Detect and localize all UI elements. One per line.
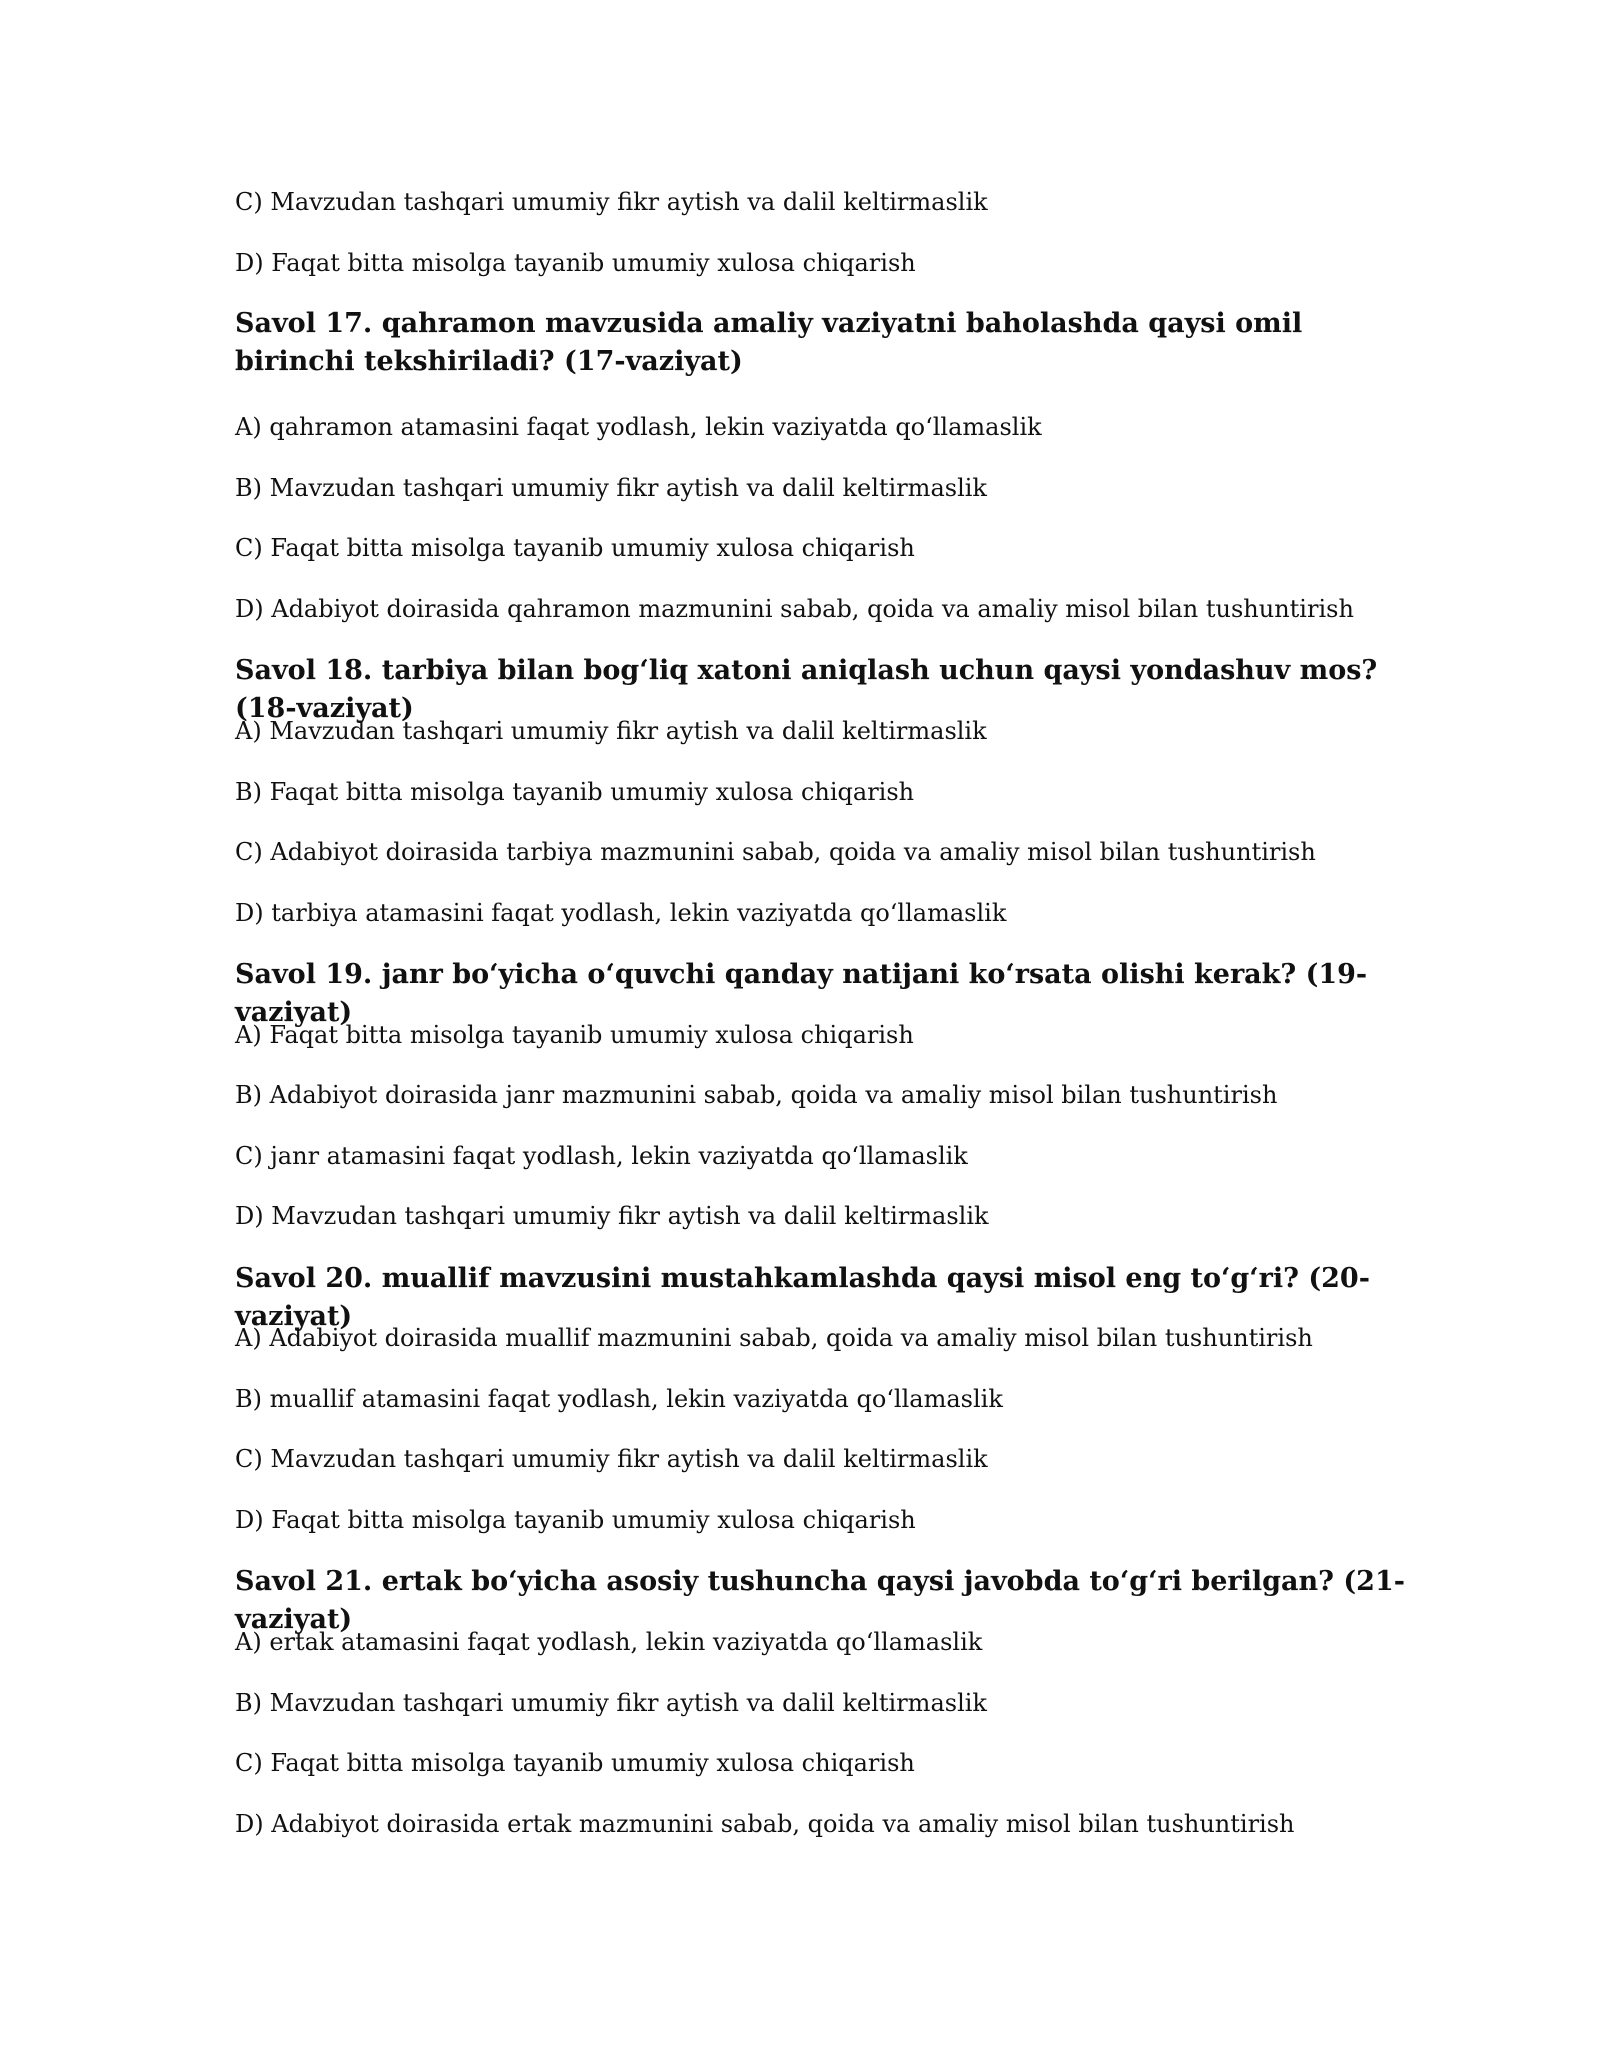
option-lead-c: C) Mavzudan tashqari umumiy fikr aytish va dalil keltirmaslik xyxy=(235,188,988,216)
option-lead-d: D) Faqat bitta misolga tayanib umumiy xulosa chiqarish xyxy=(235,249,916,277)
question-18-option-d: D) tarbiya atamasini faqat yodlash, lekin vaziyatda qo‘llamaslik xyxy=(235,899,1007,927)
question-17-option-b: B) Mavzudan tashqari umumiy fikr aytish va dalil keltirmaslik xyxy=(235,474,987,502)
question-20-option-c: C) Mavzudan tashqari umumiy fikr aytish va dalil keltirmaslik xyxy=(235,1445,988,1473)
question-19-option-c: C) janr atamasini faqat yodlash, lekin vaziyatda qo‘llamaslik xyxy=(235,1142,968,1170)
question-20-option-a: A) Adabiyot doirasida muallif mazmunini sabab, qoida va amaliy misol bilan tushuntirish xyxy=(235,1324,1313,1352)
question-21-option-d: D) Adabiyot doirasida ertak mazmunini sabab, qoida va amaliy misol bilan tushuntirish xyxy=(235,1810,1295,1838)
question-17-option-a: A) qahramon atamasini faqat yodlash, lekin vaziyatda qo‘llamaslik xyxy=(235,413,1042,441)
question-20-title: Savol 20. muallif mavzusini mustahkamlashda qaysi misol eng to‘g‘ri? (20-vaziyat) xyxy=(235,1263,1370,1332)
question-19-title: Savol 19. janr bo‘yicha o‘quvchi qanday natijani ko‘rsata olishi kerak? (19-vaziyat) xyxy=(235,959,1368,1028)
question-17-title: Savol 17. qahramon mavzusida amaliy vaziyatni baholashda qaysi omil birinchi tekshiriladi? (17-vaziyat) xyxy=(235,308,1303,377)
question-19-option-a: A) Faqat bitta misolga tayanib umumiy xulosa chiqarish xyxy=(235,1021,914,1049)
question-19-option-d: D) Mavzudan tashqari umumiy fikr aytish va dalil keltirmaslik xyxy=(235,1202,989,1230)
question-17-option-c: C) Faqat bitta misolga tayanib umumiy xulosa chiqarish xyxy=(235,534,915,562)
question-21-title: Savol 21. ertak bo‘yicha asosiy tushuncha qaysi javobda to‘g‘ri berilgan? (21-vaziyat) xyxy=(235,1566,1405,1635)
question-20-option-d: D) Faqat bitta misolga tayanib umumiy xulosa chiqarish xyxy=(235,1506,916,1534)
question-18-title: Savol 18. tarbiya bilan bog‘liq xatoni aniqlash uchun qaysi yondashuv mos? (18-vaziyat) xyxy=(235,655,1378,724)
question-21-option-c: C) Faqat bitta misolga tayanib umumiy xulosa chiqarish xyxy=(235,1749,915,1777)
question-20-option-b: B) muallif atamasini faqat yodlash, lekin vaziyatda qo‘llamaslik xyxy=(235,1385,1003,1413)
question-17-option-d: D) Adabiyot doirasida qahramon mazmunini sabab, qoida va amaliy misol bilan tushuntirish xyxy=(235,595,1354,623)
question-18-option-a: A) Mavzudan tashqari umumiy fikr aytish va dalil keltirmaslik xyxy=(235,717,987,745)
question-19-option-b: B) Adabiyot doirasida janr mazmunini sabab, qoida va amaliy misol bilan tushuntirish xyxy=(235,1081,1278,1109)
question-18-option-b: B) Faqat bitta misolga tayanib umumiy xulosa chiqarish xyxy=(235,778,915,806)
question-21-option-a: A) ertak atamasini faqat yodlash, lekin vaziyatda qo‘llamaslik xyxy=(235,1628,983,1656)
question-21-option-b: B) Mavzudan tashqari umumiy fikr aytish va dalil keltirmaslik xyxy=(235,1689,987,1717)
question-18-option-c: C) Adabiyot doirasida tarbiya mazmunini sabab, qoida va amaliy misol bilan tushuntirish xyxy=(235,838,1316,866)
